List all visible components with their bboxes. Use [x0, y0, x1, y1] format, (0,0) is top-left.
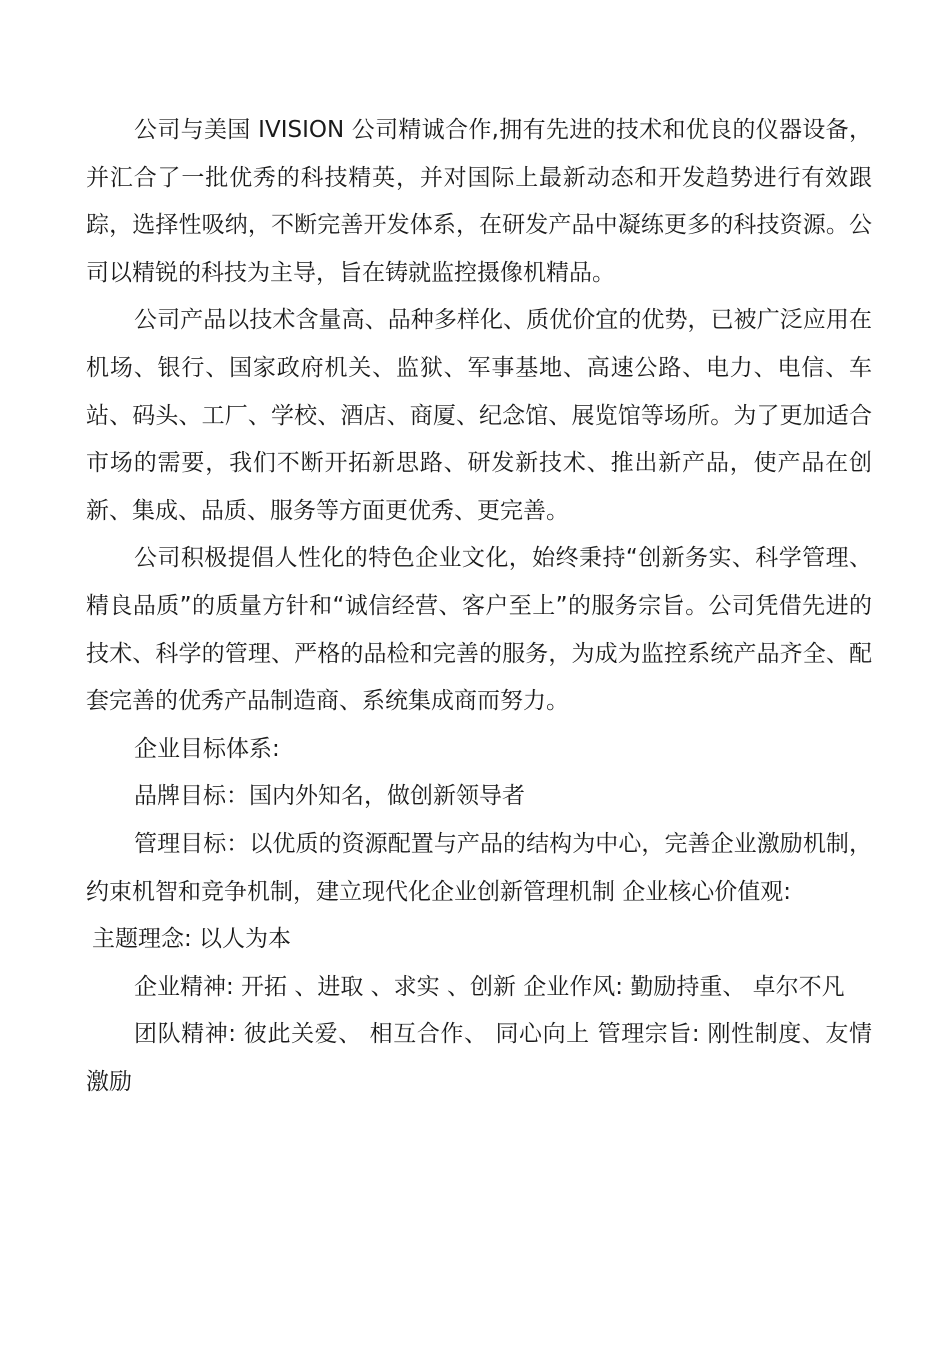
- paragraph-product-applications: 公司产品以技术含量高、品种多样化、质优价宜的优势，已被广泛应用在机场、银行、国家政府机关、监狱、军事基地、高速公路、电力、电信、车站、码头、工厂、学校、酒店、商厦、纪念馆、展览馆等场所。为了更加适合市场的需要，我们不断开拓新思路、研发新技术、推出新产品，使产品在创新、集成、品质、服务等方面更优秀、更完善。: [86, 307, 872, 524]
- paragraph-brand-goal: 品牌目标：国内外知名，做创新领导者: [134, 783, 525, 810]
- paragraph-corporate-culture: 公司积极提倡人性化的特色企业文化，始终秉持“创新务实、科学管理、精良品质”的质量方针和“诚信经营、客户至上”的服务宗旨。公司凭借先进的技术、科学的管理、严格的品检和完善的服务，为成为监控系统产品齐全、配套完善的优秀产品制造商、系统集成商而努力。: [86, 545, 872, 715]
- heading-goal-system: 企业目标体系:: [134, 735, 280, 762]
- document-body: [86, 107, 872, 1106]
- paragraph-management-goal: 管理目标：以优质的资源配置与产品的结构为中心，完善企业激励机制，约束机智和竞争机制，建立现代化企业创新管理机制 企业核心价值观:: [86, 830, 872, 905]
- paragraph-theme-concept: 主题理念: 以人为本: [92, 926, 292, 953]
- paragraph-enterprise-spirit: 企业精神: 开拓 、进取 、求实 、创新 企业作风: 勤励持重、 卓尔不凡: [134, 973, 845, 1000]
- paragraph-company-cooperation: 公司与美国 IVISION 公司精诚合作,拥有先进的技术和优良的仪器设备，并汇合了一批优秀的科技精英，并对国际上最新动态和开发趋势进行有效跟踪，选择性吸纳，不断完善开发体系，在研发产品中凝练更多的科技资源。公司以精锐的科技为主导，旨在铸就监控摄像机精品。: [86, 117, 872, 286]
- paragraph-team-spirit: 团队精神: 彼此关爱、 相互合作、 同心向上 管理宗旨: 刚性制度、友情激励: [86, 1021, 872, 1095]
